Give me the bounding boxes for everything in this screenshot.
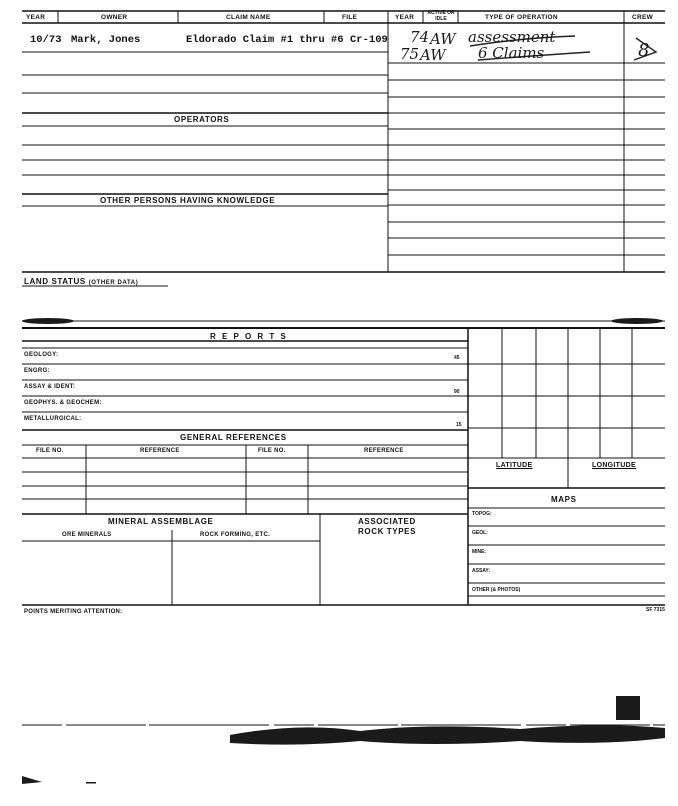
gen-ref-file-no-1: FILE NO. (36, 448, 64, 454)
reports-assay-num: 90 (454, 389, 460, 395)
hand-active-2: AW (420, 46, 446, 64)
reports-geology-label: GEOLOGY: (24, 352, 59, 358)
gen-ref-file-no-2: FILE NO. (258, 448, 286, 454)
section-other-persons: OTHER PERSONS HAVING KNOWLEDGE (100, 196, 276, 205)
reports-assay-label: ASSAY & IDENT: (24, 384, 76, 390)
form-number: SF 7315 (646, 607, 665, 613)
maps-geol: GEOL: (472, 530, 488, 536)
owner-row-file: Cr-109 (350, 34, 388, 46)
ore-minerals-label: ORE MINERALS (62, 532, 112, 538)
reports-metallurgical-label: METALLURGICAL: (24, 416, 82, 422)
header-file: FILE (342, 14, 358, 21)
points-meriting-attention: POINTS MERITING ATTENTION: (24, 609, 123, 615)
header-active-or-idle: ACTIVE OR IDLE (427, 10, 455, 22)
maps-mine: MINE: (472, 549, 487, 555)
hand-year-2: 75 (400, 45, 420, 63)
mineral-assemblage-title: MINERAL ASSEMBLAGE (108, 517, 214, 526)
land-status-sub: (OTHER DATA) (88, 280, 139, 286)
hand-active-1: AW (430, 30, 456, 48)
associated-label: ASSOCIATED (358, 517, 416, 526)
reports-geology-num: 45 (454, 355, 460, 361)
header-year-2: YEAR (395, 14, 415, 21)
section-land-status (24, 277, 138, 286)
maps-topog: TOPOG: (472, 511, 492, 517)
scan-artifacts (22, 318, 665, 784)
header-claim-name: CLAIM NAME (226, 14, 271, 21)
reports-title: R E P O R T S (210, 332, 288, 341)
longitude-label: LONGITUDE (592, 462, 636, 469)
hand-year-1: 74 (410, 28, 430, 46)
owner-row-year: 10/73 (30, 34, 62, 46)
maps-title: MAPS (551, 495, 577, 504)
reports-geophys-label: GEOPHYS. & GEOCHEM: (24, 400, 102, 406)
header-crew: CREW (632, 14, 654, 21)
hand-operation-1: assessment (468, 28, 556, 46)
gen-ref-reference-2: REFERENCE (364, 448, 404, 454)
maps-other-photos: OTHER (& PHOTOS) (472, 587, 521, 593)
owner-row-owner: Mark, Jones (71, 34, 141, 46)
hand-operation-2: 6 Claims (478, 44, 545, 62)
rock-forming-label: ROCK FORMING, ETC. (200, 532, 271, 538)
latitude-label: LATITUDE (496, 462, 533, 469)
general-references-title: GENERAL REFERENCES (180, 433, 287, 442)
hand-crew: 8 (638, 40, 650, 61)
header-owner: OWNER (101, 14, 128, 21)
reports-engrg-label: ENGRG: (24, 368, 50, 374)
gen-ref-reference-1: REFERENCE (140, 448, 180, 454)
owner-row-claim-name: Eldorado Claim #1 thru #6 (186, 34, 344, 46)
reports-metallurgical-num: 15 (456, 422, 462, 428)
maps-assay: ASSAY: (472, 568, 491, 574)
header-type-of-operation: TYPE OF OPERATION (485, 14, 558, 21)
rock-types-label: ROCK TYPES (358, 527, 417, 536)
section-operators: OPERATORS (174, 115, 230, 124)
land-status-label: LAND STATUS (24, 277, 86, 286)
header-year: YEAR (26, 14, 46, 21)
